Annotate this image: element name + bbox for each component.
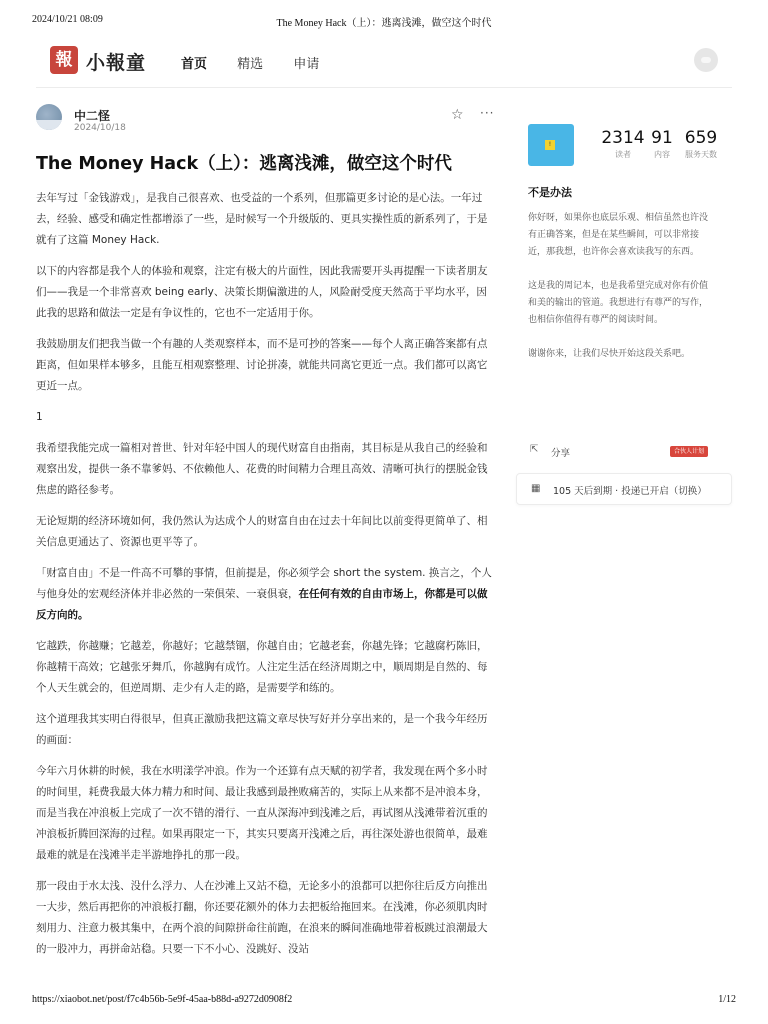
user-avatar-icon[interactable] [694, 48, 718, 72]
top-navbar [36, 36, 732, 88]
stat-service-days [682, 128, 720, 160]
paragraph-text: 「财富自由」不是一件高不可攀的事情，但前提是，你必须学会 short the system. 换言之，个人与他身处的宏观经济体并非必然的一荣俱荣、一衰俱衰， [36, 567, 492, 600]
nav-apply[interactable]: 申请 [293, 57, 320, 72]
description-paragraph: 你好呀，如果你也底层乐观、相信虽然也许没有正确答案，但是在某些瞬间，可以非常接近，那我想，也许你会喜欢读我写的东西。 [528, 213, 709, 257]
star-icon[interactable]: ☆ [451, 107, 464, 123]
description-paragraph: 这是我的周记本，也是我希望完成对你有价值和美的输出的管道。我想进行有尊严的写作，也相信你值得有尊严的阅读时间。 [528, 281, 709, 325]
bold-text: 在任何有效的自由市场上，你都是可以做反方向的。 [36, 588, 488, 621]
column-description [528, 210, 716, 380]
more-options-icon[interactable]: ··· [480, 106, 495, 120]
author-avatar[interactable] [36, 104, 62, 130]
share-icon: ⇱ [530, 444, 539, 455]
toggle-delivery-link[interactable]: （切换） [668, 486, 707, 497]
paragraph: 这个道理我其实明白得很早，但真正激励我把这篇文章尽快写好并分享出来的，是一个我今年经历的画面： [36, 713, 488, 746]
post-date: 2024/10/18 [74, 123, 126, 133]
stat-value: 659 [684, 128, 718, 148]
print-doc-title: The Money Hack（上）：逃离浅滩，做空这个时代 [276, 18, 492, 29]
article-body [36, 188, 492, 970]
author-name[interactable]: 中二怪 [74, 109, 111, 123]
nav-featured[interactable]: 精选 [237, 57, 264, 72]
stat-value: 2314 [601, 128, 645, 148]
share-button[interactable] [528, 442, 712, 462]
description-paragraph: 谢谢你来，让我们尽快开始这段关系吧。 [528, 349, 691, 359]
paragraph: 无论短期的经济环境如何，我仍然认为达成个人的财富自由在过去十年间比以前变得更简单了、相关信息更通达了、资源也更平等了。 [36, 515, 488, 548]
calendar-icon: ▦ [531, 483, 541, 494]
paragraph: 它越跌，你越赚；它越差，你越好；它越禁锢，你越自由；它越老套，你越先锋；它越腐朽陈旧，你越精干高效；它越张牙舞爪，你越胸有成竹。人注定生活在经济周期之中，顺周期是自然的、每个人天生就会的，但逆周期、走少有人走的路，是需要学和练的。 [36, 640, 488, 694]
stat-label: 内容 [654, 150, 670, 159]
paragraph [36, 563, 492, 626]
logo-text[interactable]: 小報童 [86, 52, 147, 74]
main-nav [181, 53, 345, 72]
print-page-number: 1/12 [718, 994, 736, 1005]
article-title: The Money Hack（上）：逃离浅滩，做空这个时代 [36, 154, 452, 174]
paragraph: 我鼓励朋友们把我当做一个有趣的人类观察样本，而不是可抄的答案——每个人离正确答案都有点距离，但如果样本够多，且能互相观察整理、讨论拼凑，就能共同离它更近一点。我们都可以离它更近一点。 [36, 338, 488, 392]
paragraph: 去年写过「金钱游戏」，是我自己很喜欢、也受益的一个系列，但那篇更多讨论的是心法。一年过去，经验、感受和确定性都增添了一些，是时候写一个升级版的、更具实操性质的新系列了，于是就有了这篇 Money Hack. [36, 192, 488, 246]
section-number: 1 [36, 411, 43, 423]
paragraph: 今年六月休耕的时候，我在水明漾学冲浪。作为一个还算有点天赋的初学者，我发现在两个多小时的时间里，耗费我最大体力精力和时间、最让我感到最挫败痛苦的，实际上从来都不是冲浪本身，而是当我在冲浪板上完成了一次不错的滑行、一直从深海冲到浅滩之后，再试图从浅滩带着沉重的冲浪板折腾回深海的过程。如果再限定一下，其实只要离开浅滩之后，再往深处游也很简单，最难最难的就是在浅滩半走半游地挣扎的那一段。 [36, 765, 488, 861]
stat-label: 服务天数 [685, 150, 717, 159]
expire-text [553, 483, 707, 497]
paragraph: 以下的内容都是我个人的体验和观察，注定有极大的片面性，因此我需要开头再提醒一下读者朋友们——我是一个非常喜欢 being early、决策长期偏激进的人，风险耐受度天然高于平均水平，因此我的思路和做法一定是有争议性的，它也不一定适用于你。 [36, 265, 488, 319]
print-url: https://xiaobot.net/post/f7c4b56b-5e9f-45aa-b88d-a9272d0908f2 [32, 994, 293, 1005]
column-name[interactable]: 不是办法 [528, 186, 572, 199]
logo-icon[interactable]: 報 [50, 46, 78, 74]
subscription-status [516, 473, 732, 505]
print-footer [0, 994, 768, 1010]
print-header [0, 14, 768, 30]
stat-value: 91 [651, 128, 673, 148]
stat-posts [650, 128, 674, 160]
column-logo[interactable] [528, 124, 574, 166]
nav-home[interactable]: 首页 [181, 57, 208, 72]
print-datetime: 2024/10/21 08:09 [32, 14, 103, 25]
partner-badge[interactable]: 合伙人计划 [670, 446, 708, 457]
share-label: 分享 [551, 448, 571, 459]
expire-info: 105 天后到期 · 投递已开启 [553, 486, 669, 497]
stat-label: 读者 [615, 150, 631, 159]
stat-readers [598, 128, 648, 160]
paragraph: 那一段由于水太浅、没什么浮力、人在沙滩上又站不稳，无论多小的浪都可以把你往后反方向推出一大步，然后再把你的冲浪板打翻，你还要花额外的体力去把板给拖回来。在浅滩，你必须肌肉时刻用力、注意力极其集中，在两个浪的间隙拼命往前跑，在浪来的瞬间准确地带着板跳过浪潮最大的一股冲力，再拼命站稳。只要一下不小心、没跳好、没站 [36, 880, 488, 955]
paragraph: 我希望我能完成一篇相对普世、针对年轻中国人的现代财富自由指南，其目标是从我自己的经验和观察出发，提供一条不靠爹妈、不依赖他人、花费的时间精力合理且高效、清晰可执行的摆脱金钱焦虑的路径参考。 [36, 442, 488, 496]
